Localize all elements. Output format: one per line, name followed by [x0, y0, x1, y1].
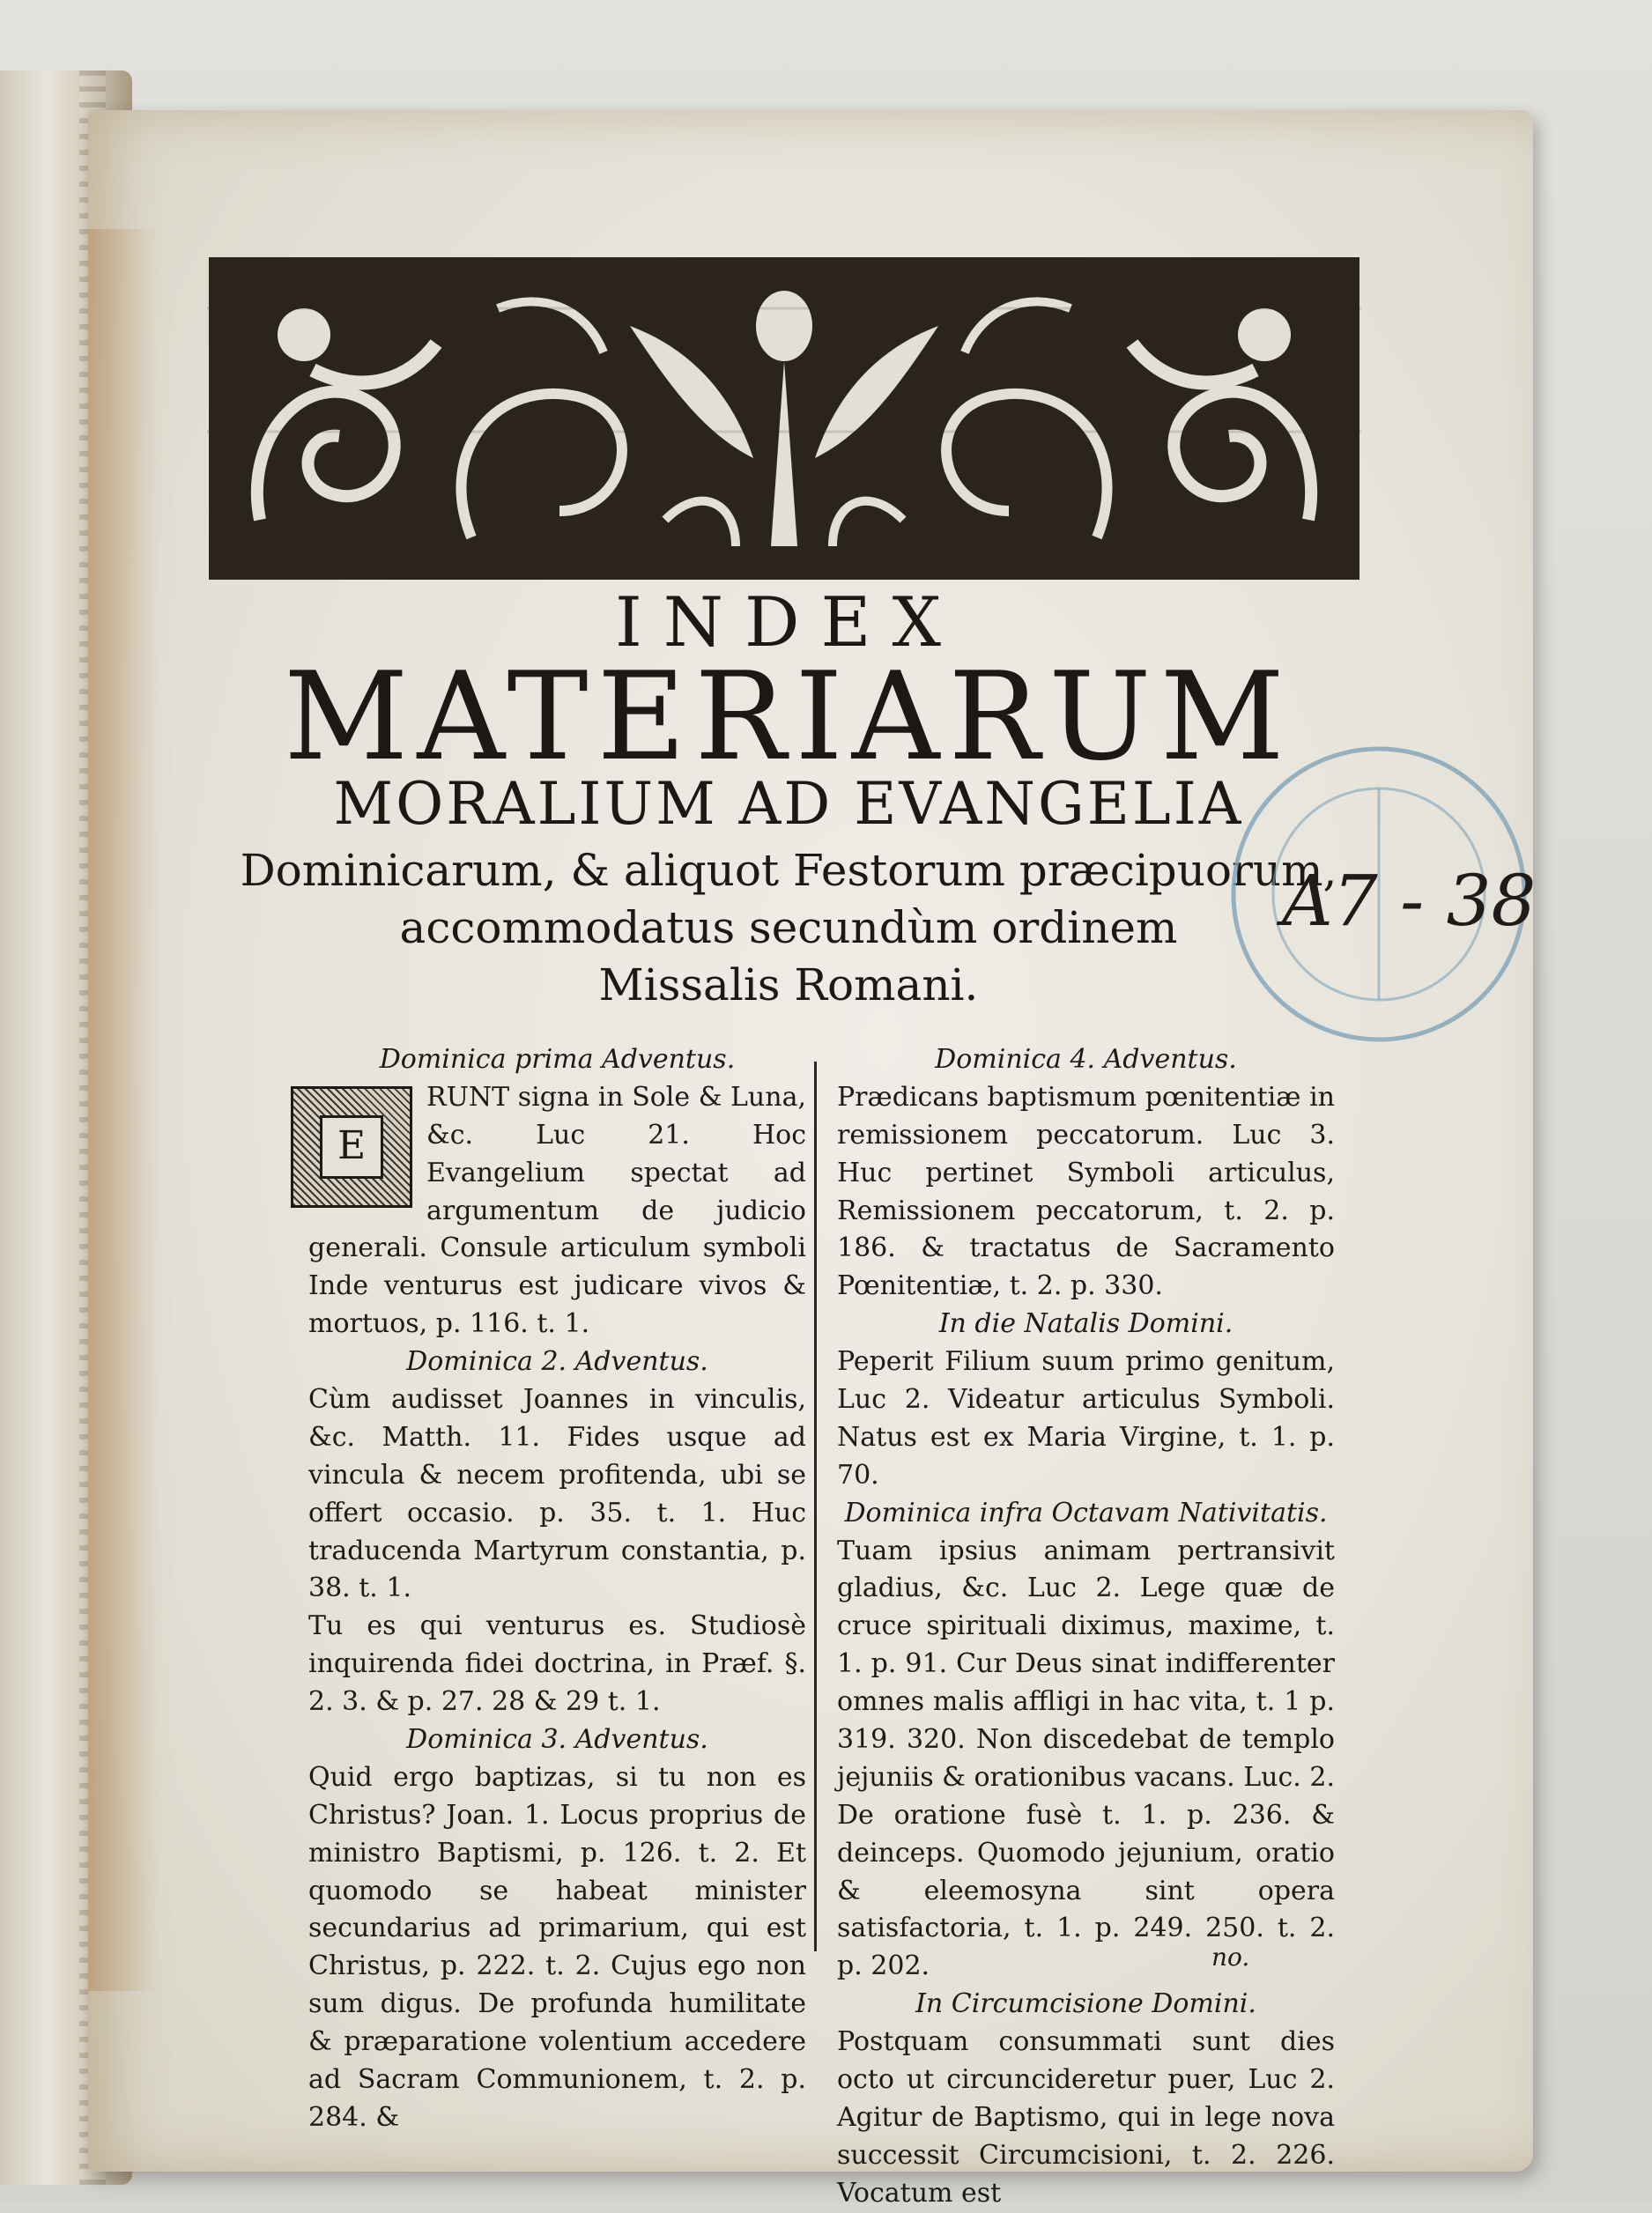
section-title: Dominica 2. Adventus.	[406, 1346, 708, 1378]
section-title: Dominica 4. Adventus.	[935, 1044, 1237, 1075]
title-subline-3: Missalis Romani.	[598, 959, 979, 1010]
page-stain	[88, 229, 159, 1991]
library-stamp	[1220, 736, 1537, 1053]
section-text: Prædicans baptismum pœnitentiæ in remissionem peccatorum. Luc 3. Huc pertinet Symboli articulus, Remissionem peccatorum, t. 2. p. 186. & tractatus de Sacramento Pœnitentiæ, t. 2. p. 330.	[837, 1081, 1335, 1302]
section-text: Tuam ipsius animam pertransivit gladius, &c. Luc 2. Lege quæ de cruce spirituali diximus, maxime, t. 1. p. 91. Cur Deus sinat indifferenter omnes malis affligi in hac vita, t. 1 p. 319. 320. Non discedebat de templo jejuniis & orationibus vacans. Luc. 2. De oratione fusè t. 1. p. 236. & deinceps. Quomodo jejunium, oratio & eleemosyna sint opera satisfactoria, t. 1. p. 249. 250. t. 2. p. 202.	[837, 1535, 1335, 1982]
section-title: In Circumcisione Domini.	[915, 1988, 1256, 2020]
section-title: Dominica 3. Adventus.	[406, 1724, 708, 1756]
title-moralium: MORALIUM AD EVANGELIA	[333, 770, 1244, 838]
index-column-right	[837, 1041, 1335, 2213]
index-column-left	[308, 1041, 806, 2137]
section-text: Postquam consummati sunt dies octo ut circuncideretur puer, Luc 2. Agitur de Baptismo, qui in lege nova successit Circumcisioni, t. 2. 226. Vocatum est	[837, 2026, 1335, 2209]
title-subline-2: accommodatus secundùm ordinem	[399, 902, 1178, 953]
section-text: Quid ergo baptizas, si tu non es Christus? Joan. 1. Locus proprius de ministro Baptismi, p. 126. t. 2. Et quomodo se habeat minister secundarius ad primarium, qui est Christus, p. 222. t. 2. Cujus ego non sum digus. De profunda humilitate & præparatione volentium accedere ad Sacram Communionem, t. 2. p. 284. &	[308, 1761, 806, 2133]
section-text: Cùm audisset Joannes in vinculis, &c. Matth. 11. Fides usque ad vincula & necem profitenda, ubi se offert occasio. p. 35. t. 1. Huc traducenda Martyrum constantia, p. 38. t. 1.	[308, 1384, 806, 1604]
section-title: In die Natalis Domini.	[938, 1308, 1233, 1340]
catchword: no.	[1211, 1943, 1250, 1972]
woodcut-headpiece	[207, 255, 1361, 581]
title-index: INDEX	[614, 583, 963, 662]
decorated-initial: E	[291, 1086, 412, 1208]
column-divider	[814, 1062, 817, 1951]
title-materiarum: MATERIARUM	[284, 646, 1293, 788]
section-text: Peperit Filium suum primo genitum, Luc 2. Videatur articulus Symboli. Natus est ex Maria Virgine, t. 1. p. 70.	[837, 1346, 1335, 1491]
stamp-handwritten-mark: A7 - 38	[1282, 860, 1537, 942]
section-text: RUNT signa in Sole & Luna, &c. Luc 21. Hoc Evangelium spectat ad argumentum de judicio generali. Consule articulum symboli Inde venturus est judicare vivos & mortuos, p. 116. t. 1.	[308, 1081, 806, 1340]
title-subline-1: Dominicarum, & aliquot Festorum præcipuorum,	[240, 845, 1337, 896]
section-title: Dominica infra Octavam Nativitatis.	[844, 1497, 1328, 1528]
section-text: Tu es qui venturus es. Studiosè inquirenda fidei doctrina, in Præf. §. 2. 3. & p. 27. 28 & 29 t. 1.	[308, 1610, 806, 1718]
section-title: Dominica prima Adventus.	[379, 1044, 736, 1075]
